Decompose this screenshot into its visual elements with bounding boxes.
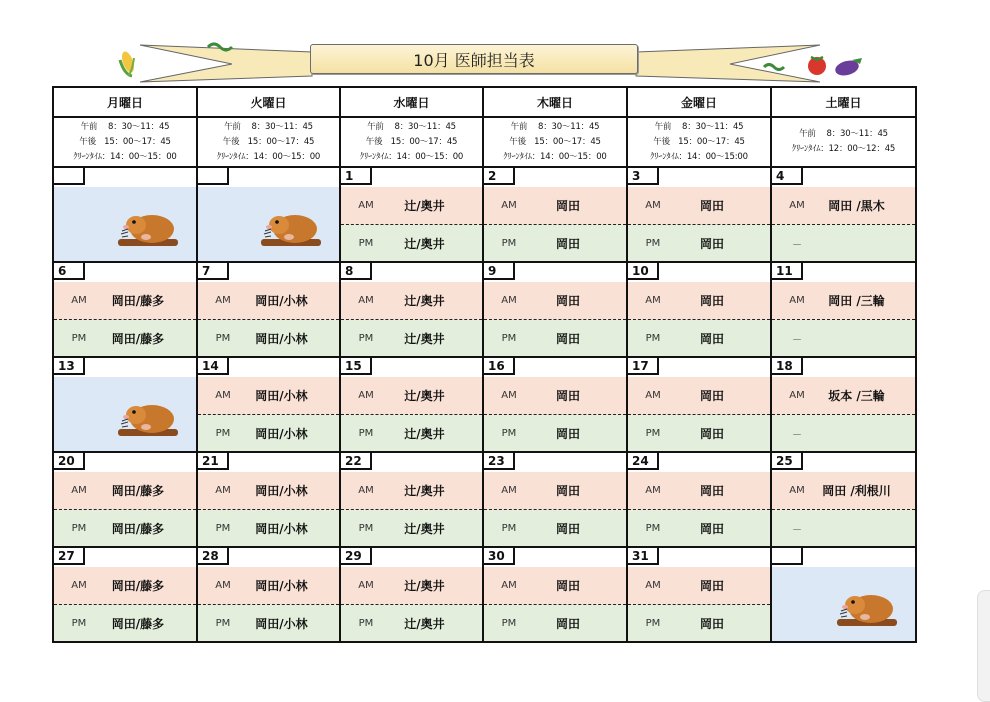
day-cell [53,167,197,262]
date-number: 31 [628,548,659,565]
am-label: AM [789,200,805,211]
day-cell [483,357,627,452]
pm-slot [628,605,770,641]
weekday-sat: 土曜日 [771,87,916,117]
am-slot [628,567,770,605]
day-cell [627,547,771,642]
am-doctors: 岡田 /利根川 [822,484,891,498]
day-cell-content [54,548,196,641]
am-label: AM [215,485,231,496]
pm-doctors: 岡田 [699,521,724,536]
day-cell [340,357,483,452]
day-cell-content [54,168,196,261]
pm-slot [341,320,482,356]
hours-clean: ｸﾘｰﾝﾀｲﾑ：12：00～12：45 [791,144,896,154]
day-cell-content [772,263,915,356]
date-number: 8 [341,263,372,280]
am-doctors: 辻/奥井 [404,294,445,308]
day-cell-content [772,168,915,261]
day-cell [53,547,197,642]
day-cell-content [341,168,482,261]
weekday-thu: 木曜日 [483,87,627,117]
day-cell-content [341,453,482,546]
day-cell-content [484,358,626,451]
pm-slot [198,510,339,546]
am-label: AM [645,580,661,591]
mole-panel [772,567,915,641]
am-slot [341,187,482,225]
week-row [53,452,916,547]
am-doctors: 岡田 [555,294,580,308]
pm-slot [54,605,196,641]
day-cell [340,262,483,357]
pm-doctors: 辻/奥井 [404,616,445,631]
hours-pm: 午後 15：00～17：45 [79,136,171,147]
pm-doctors: 岡田/藤多 [111,331,165,346]
week-row [53,357,916,452]
am-slot [484,377,626,415]
am-doctors: 岡田 /黒木 [828,199,885,213]
am-doctors: 岡田 [555,579,580,593]
am-doctors: 岡田/小林 [255,294,308,308]
pm-label: PM [71,522,87,534]
day-cell [483,167,627,262]
day-cell [53,357,197,452]
date-number: 3 [628,168,659,185]
mole-illustration [112,207,184,251]
am-doctors: 岡田/藤多 [111,579,165,593]
am-slot [198,377,339,415]
day-cell [771,262,916,357]
am-slot [484,472,626,510]
consultation-hours-row [53,117,916,167]
date-number [54,168,85,185]
title-banner [0,0,990,90]
am-doctors: 辻/奥井 [404,484,445,498]
pm-label: PM [645,522,661,534]
weekday-fri: 金曜日 [627,87,771,117]
date-number: 1 [341,168,372,185]
day-cell-content [54,358,196,451]
pm-slot [341,605,482,641]
day-cell-content [484,548,626,641]
mole-illustration [831,587,903,631]
date-number: 18 [772,358,803,375]
pm-doctors: 岡田 [555,426,580,441]
pm-label: PM [645,237,661,249]
weekday-tue: 火曜日 [197,87,340,117]
pm-label: PM [501,522,517,534]
day-cell-content [772,548,915,641]
pm-slot [628,510,770,546]
day-cell-content [628,168,770,261]
pm-slot-closed [772,510,915,546]
date-number: 27 [54,548,85,565]
am-doctors: 岡田 [555,484,580,498]
pm-slot [484,225,626,261]
pm-label: PM [215,617,231,629]
pm-doctors: 岡田 [699,616,724,631]
hours-sat [771,117,916,167]
day-cell-content [198,168,339,261]
am-slot [628,187,770,225]
mole-panel [54,187,196,261]
week-row [53,262,916,357]
day-cell-content [54,263,196,356]
am-label: AM [789,390,805,401]
hours-clean: ｸﾘｰﾝﾀｲﾑ：14：00～15：00 [359,151,464,162]
day-cell-content [628,263,770,356]
closed-mark: － [792,334,802,346]
pm-doctors: 岡田/小林 [255,521,308,536]
am-label: AM [501,580,517,591]
pm-label: PM [215,522,231,534]
date-number: 16 [484,358,515,375]
pm-slot [341,415,482,451]
day-cell-content [484,168,626,261]
am-slot [198,472,339,510]
scrollbar-handle[interactable] [977,590,990,702]
am-label: AM [645,295,661,306]
am-doctors: 坂本 /三輪 [828,389,885,403]
date-number: 28 [198,548,229,565]
am-label: AM [501,390,517,401]
pm-doctors: 岡田/藤多 [111,521,165,536]
date-number: 17 [628,358,659,375]
closed-mark: － [792,429,802,441]
pm-slot [484,510,626,546]
pm-slot [628,225,770,261]
am-slot [54,567,196,605]
eggplant-icon [834,58,862,78]
day-cell [627,262,771,357]
am-label: AM [501,200,517,211]
corn-icon [120,50,137,76]
day-cell [340,452,483,547]
day-cell-content [628,453,770,546]
am-slot [484,187,626,225]
day-cell-content [772,358,915,451]
pm-slot [54,510,196,546]
pm-doctors: 岡田/藤多 [111,616,165,631]
am-label: AM [71,485,87,496]
am-label: AM [645,485,661,496]
date-number: 14 [198,358,229,375]
am-doctors: 岡田 [699,484,724,498]
pm-slot [628,320,770,356]
day-cell [197,452,340,547]
pm-slot [484,415,626,451]
closed-mark: － [792,239,802,251]
am-doctors: 岡田 [699,294,724,308]
am-doctors: 岡田 [555,199,580,213]
am-slot [772,377,915,415]
am-slot [341,282,482,320]
page-title: 10月 医師担当表 [310,44,638,74]
pm-slot [341,510,482,546]
hours-am: 午前 8：30～11：45 [80,121,170,132]
day-cell-content [198,263,339,356]
am-doctors: 岡田 /三輪 [828,294,885,308]
am-slot [772,282,915,320]
am-slot [484,282,626,320]
pm-label: PM [358,427,374,439]
pm-doctors: 岡田 [699,236,724,251]
doctor-schedule-table [52,86,917,643]
am-slot [54,472,196,510]
am-doctors: 岡田/小林 [255,579,308,593]
hours-am: 午前 8：30～11：45 [654,121,744,132]
pm-slot-closed [772,415,915,451]
pm-doctors: 岡田 [555,331,580,346]
date-number: 29 [341,548,372,565]
pm-slot [484,320,626,356]
hours-pm: 午後 15：00～17：45 [222,136,315,147]
am-label: AM [71,580,87,591]
am-label: AM [358,580,374,591]
date-number: 6 [54,263,85,280]
day-cell [771,357,916,452]
day-cell [53,262,197,357]
weekday-mon: 月曜日 [53,87,197,117]
day-cell [771,452,916,547]
am-doctors: 岡田/小林 [255,389,308,403]
am-slot [628,377,770,415]
am-doctors: 岡田 [699,579,724,593]
date-number [198,168,229,185]
pm-doctors: 岡田/小林 [255,616,308,631]
am-doctors: 辻/奥井 [404,389,445,403]
day-cell-content [772,453,915,546]
pm-label: PM [645,332,661,344]
am-slot [54,282,196,320]
date-number: 4 [772,168,803,185]
day-cell [197,357,340,452]
date-number: 25 [772,453,803,470]
pm-slot [54,320,196,356]
am-label: AM [358,295,374,306]
day-cell [483,452,627,547]
hours-pm: 午後 15：00～17：45 [365,136,458,147]
pm-label: PM [645,427,661,439]
day-cell [771,547,916,642]
day-cell-content [628,358,770,451]
week-row [53,167,916,262]
pm-doctors: 岡田 [699,331,724,346]
day-cell [627,167,771,262]
pm-label: PM [645,617,661,629]
day-cell [340,167,483,262]
pm-label: PM [358,617,374,629]
am-slot [341,567,482,605]
am-slot [628,472,770,510]
am-label: AM [71,295,87,306]
weekday-header-row [53,87,916,117]
pm-slot [198,605,339,641]
pm-doctors: 辻/奥井 [404,426,445,441]
am-label: AM [358,485,374,496]
hours-am: 午前 8：30～11：45 [799,129,888,139]
pm-doctors: 岡田 [555,521,580,536]
pm-doctors: 岡田 [699,426,724,441]
day-cell-content [628,548,770,641]
am-label: AM [215,390,231,401]
closed-mark: － [792,524,802,536]
day-cell-content [198,358,339,451]
hours-pm: 午後 15：00～17：45 [509,136,601,147]
hours-clean: ｸﾘｰﾝﾀｲﾑ：14：00～15：00 [503,151,607,162]
date-number: 9 [484,263,515,280]
pm-label: PM [501,332,517,344]
hours-clean: ｸﾘｰﾝﾀｲﾑ：14：00～15：00 [73,151,177,162]
date-number: 30 [484,548,515,565]
date-number: 13 [54,358,85,375]
pm-label: PM [501,617,517,629]
day-cell-content [341,358,482,451]
tomato-icon [808,57,826,75]
pm-label: PM [215,427,231,439]
date-number: 10 [628,263,659,280]
hours-pm: 午後 15：00～17：45 [653,136,745,147]
day-cell [197,547,340,642]
am-slot [772,187,915,225]
day-cell-content [341,548,482,641]
hours-wed [340,117,483,167]
pm-slot [628,415,770,451]
pm-doctors: 岡田 [555,236,580,251]
pm-doctors: 岡田/小林 [255,331,308,346]
am-label: AM [501,485,517,496]
am-label: AM [645,390,661,401]
date-number: 23 [484,453,515,470]
hours-thu [483,117,627,167]
hours-mon [53,117,197,167]
date-number: 22 [341,453,372,470]
am-doctors: 辻/奥井 [404,199,445,213]
date-number [772,548,803,565]
am-doctors: 岡田 [699,389,724,403]
am-slot [198,567,339,605]
week-row [53,547,916,642]
day-cell [197,167,340,262]
day-cell-content [484,263,626,356]
am-slot [341,377,482,415]
day-cell-content [54,453,196,546]
pm-label: PM [358,332,374,344]
am-label: AM [501,295,517,306]
am-label: AM [789,295,805,306]
am-doctors: 岡田 [555,389,580,403]
day-cell-content [341,263,482,356]
am-label: AM [215,295,231,306]
date-number: 7 [198,263,229,280]
day-cell-content [198,453,339,546]
hours-am: 午前 8：30～11：45 [224,121,313,132]
pm-slot-closed [772,225,915,261]
day-cell [627,452,771,547]
date-number: 2 [484,168,515,185]
pm-label: PM [71,617,87,629]
weekday-wed: 水曜日 [340,87,483,117]
am-label: AM [358,200,374,211]
am-doctors: 岡田/藤多 [111,484,165,498]
am-slot [484,567,626,605]
day-cell [197,262,340,357]
pm-doctors: 辻/奥井 [404,236,445,251]
pm-label: PM [501,237,517,249]
pm-label: PM [501,427,517,439]
date-number: 24 [628,453,659,470]
am-slot [772,472,915,510]
mole-panel [54,377,196,451]
hours-clean: ｸﾘｰﾝﾀｲﾑ：14：00～15：00 [216,151,321,162]
pm-slot [341,225,482,261]
am-label: AM [215,580,231,591]
pm-slot-closed [772,320,915,356]
pm-slot [484,605,626,641]
hours-am: 午前 8：30～11：45 [510,121,600,132]
day-cell-content [484,453,626,546]
hours-fri [627,117,771,167]
am-doctors: 辻/奥井 [404,579,445,593]
mole-illustration [112,397,184,441]
day-cell [483,547,627,642]
am-doctors: 岡田 [699,199,724,213]
hours-am: 午前 8：30～11：45 [367,121,456,132]
day-cell [53,452,197,547]
am-doctors: 岡田/小林 [255,484,308,498]
pm-slot [198,415,339,451]
am-slot [341,472,482,510]
pm-doctors: 岡田 [555,616,580,631]
am-doctors: 岡田/藤多 [111,294,165,308]
am-label: AM [358,390,374,401]
hours-clean: ｸﾘｰﾝﾀｲﾑ：14：00～15:00 [650,151,748,162]
am-slot [198,282,339,320]
am-label: AM [645,200,661,211]
hours-tue [197,117,340,167]
vine-icon [764,65,784,70]
pm-doctors: 辻/奥井 [404,331,445,346]
mole-panel [198,187,339,261]
am-label: AM [789,485,805,496]
day-cell [771,167,916,262]
pm-label: PM [358,237,374,249]
pm-doctors: 岡田/小林 [255,426,308,441]
pm-doctors: 辻/奥井 [404,521,445,536]
day-cell [483,262,627,357]
date-number: 21 [198,453,229,470]
date-number: 11 [772,263,803,280]
pm-label: PM [358,522,374,534]
pm-slot [198,320,339,356]
date-number: 20 [54,453,85,470]
mole-illustration [255,207,327,251]
pm-label: PM [71,332,87,344]
am-slot [628,282,770,320]
day-cell-content [198,548,339,641]
day-cell [340,547,483,642]
pm-label: PM [215,332,231,344]
day-cell [627,357,771,452]
date-number: 15 [341,358,372,375]
